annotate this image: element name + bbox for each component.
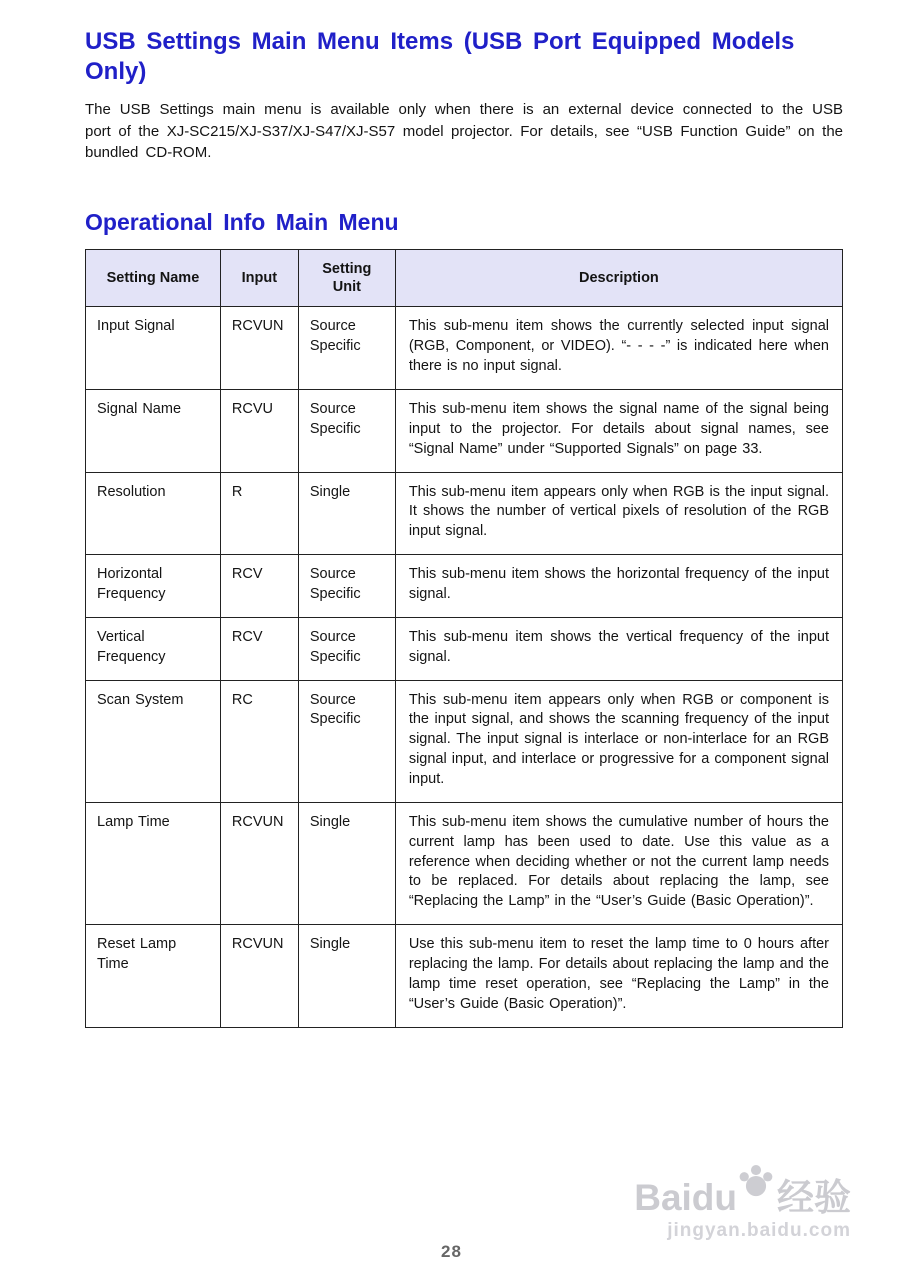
table-row bbox=[86, 925, 843, 1027]
paw-icon bbox=[735, 1160, 777, 1202]
cell-setting-name: Signal Name bbox=[86, 390, 221, 473]
cell-setting-name: Vertical Frequency bbox=[86, 617, 221, 680]
cell-description: This sub-menu item shows the horizontal frequency of the input signal. bbox=[395, 555, 842, 618]
table-row bbox=[86, 680, 843, 802]
cell-input: RCVU bbox=[220, 390, 298, 473]
watermark-brand-line bbox=[634, 1160, 851, 1216]
cell-setting-unit: Single bbox=[298, 925, 395, 1027]
cell-setting-name: Input Signal bbox=[86, 307, 221, 390]
cell-setting-unit: Source Specific bbox=[298, 555, 395, 618]
table-row bbox=[86, 472, 843, 555]
table-header-row bbox=[86, 250, 843, 307]
cell-input: RC bbox=[220, 680, 298, 802]
usb-section-title: USB Settings Main Menu Items (USB Port Equipped Models Only) bbox=[85, 28, 795, 86]
cell-input: RCVUN bbox=[220, 802, 298, 924]
table-row bbox=[86, 617, 843, 680]
column-header-setting-unit: Setting Unit bbox=[298, 250, 395, 307]
cell-setting-name: Lamp Time bbox=[86, 802, 221, 924]
cell-description: Use this sub-menu item to reset the lamp time to 0 hours after replacing the lamp. For details about replacing the lamp and the lamp time reset operation, see “Replacing the Lamp” in the “User’s Guide (Basic Operation)”. bbox=[395, 925, 842, 1027]
cell-setting-name: Reset Lamp Time bbox=[86, 925, 221, 1027]
cell-description: This sub-menu item shows the signal name of the signal being input to the projector. For details about signal names, see “Signal Name” under “Supported Signals” on page 33. bbox=[395, 390, 842, 473]
cell-input: RCV bbox=[220, 617, 298, 680]
column-header-setting-name: Setting Name bbox=[86, 250, 221, 307]
cell-description: This sub-menu item appears only when RGB is the input signal. It shows the number of vertical pixels of resolution of the RGB input signal. bbox=[395, 472, 842, 555]
watermark-brand-text: Baidu bbox=[634, 1177, 737, 1218]
cell-setting-unit: Single bbox=[298, 802, 395, 924]
cell-setting-unit: Source Specific bbox=[298, 680, 395, 802]
cell-description: This sub-menu item shows the currently selected input signal (RGB, Component, or VIDEO). “- - - -” is indicated here when there is no input signal. bbox=[395, 307, 842, 390]
cell-setting-name: Resolution bbox=[86, 472, 221, 555]
cell-setting-unit: Single bbox=[298, 472, 395, 555]
cell-setting-unit: Source Specific bbox=[298, 617, 395, 680]
cell-description: This sub-menu item shows the vertical frequency of the input signal. bbox=[395, 617, 842, 680]
table-row bbox=[86, 390, 843, 473]
page-content bbox=[85, 0, 843, 1028]
watermark-url: jingyan.baidu.com bbox=[667, 1220, 851, 1241]
cell-setting-unit: Source Specific bbox=[298, 390, 395, 473]
cell-description: This sub-menu item appears only when RGB or component is the input signal, and shows the scanning frequency of the input signal. The input signal is interlace or non-interlace for an RGB signal input, and interlace or progressive for a component signal input. bbox=[395, 680, 842, 802]
usb-section-paragraph: The USB Settings main menu is available only when there is an external device connected to the USB port of the XJ-SC215/XJ-S37/XJ-S47/XJ-S57 model projector. For details, see “USB Function Guide” on the bundled CD-ROM. bbox=[85, 100, 843, 162]
table-row bbox=[86, 802, 843, 924]
cell-setting-name: Scan System bbox=[86, 680, 221, 802]
cell-setting-name: Horizontal Frequency bbox=[86, 555, 221, 618]
page-number: 28 bbox=[441, 1242, 462, 1261]
table-row bbox=[86, 555, 843, 618]
cell-input: RCV bbox=[220, 555, 298, 618]
table-row bbox=[86, 307, 843, 390]
operational-info-title: Operational Info Main Menu bbox=[85, 209, 399, 236]
column-header-description: Description bbox=[395, 250, 842, 307]
cell-setting-unit: Source Specific bbox=[298, 307, 395, 390]
cell-input: RCVUN bbox=[220, 925, 298, 1027]
cell-input: RCVUN bbox=[220, 307, 298, 390]
cell-input: R bbox=[220, 472, 298, 555]
baidu-watermark bbox=[634, 1160, 851, 1242]
operational-info-table bbox=[85, 249, 843, 1027]
column-header-input: Input bbox=[220, 250, 298, 307]
cell-description: This sub-menu item shows the cumulative number of hours the current lamp has been used to date. Use this value as a reference when deciding whether or not the current lamp needs to be replaced. For details about replacing the lamp, see “Replacing the Lamp” in the “User’s Guide (Basic Operation)”. bbox=[395, 802, 842, 924]
watermark-brand-suffix: 经验 bbox=[777, 1177, 851, 1218]
